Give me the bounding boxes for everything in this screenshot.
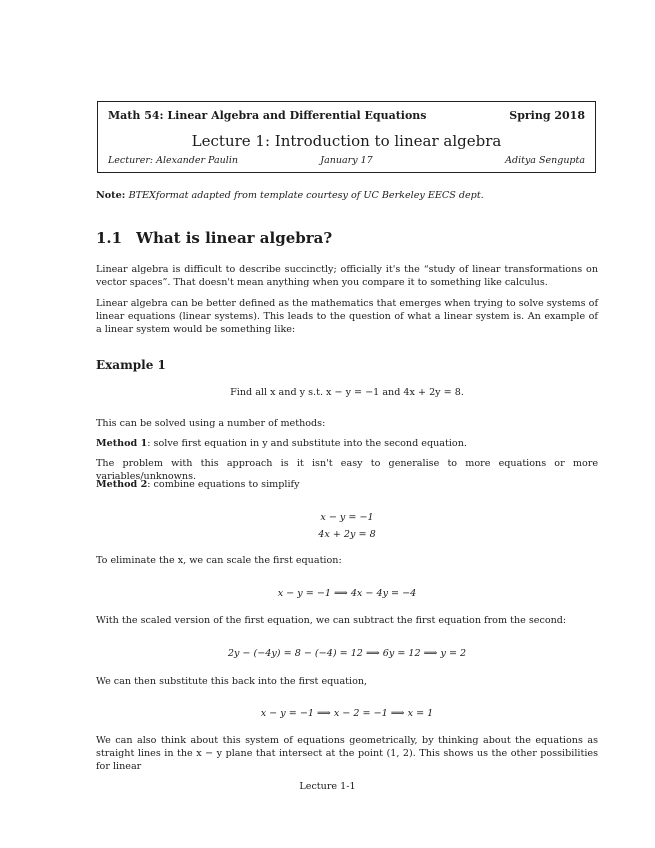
term: Spring 2018 [509, 109, 585, 122]
paragraph-2: Linear algebra can be better defined as the mathematics that emerges when trying to solve systems of linear equations (linear systems). This leads to the question of what a linear system is. An example of a linear system would be something like: [96, 298, 598, 335]
paragraph-1: Linear algebra is difficult to describe succinctly; officially it's the “study of linear transformations on vector spaces”. That doesn't mean anything when you compare it to something like calculus. [96, 264, 598, 288]
method-2-label: Method 2 [96, 479, 148, 490]
lecturer: Lecturer: Alexander Paulin [108, 155, 238, 166]
example-statement: Find all x and y s.t. x − y = −1 and 4x + 2y = 8. [230, 387, 464, 398]
lecture-date: January 17 [320, 155, 373, 166]
note-text: BTEXformat adapted from template courtesy of UC Berkeley EECS dept. [128, 190, 484, 201]
course-name: Math 54: Linear Algebra and Differential Equations [108, 109, 427, 122]
method-1-problem: The problem with this approach is it isn't easy to generalise to more equations or more variables/unknowns. [96, 458, 598, 482]
substitute-equation: x − y = −1 ⟹ x − 2 = −1 ⟹ x = 1 [260, 708, 434, 719]
note-label: Note [96, 190, 122, 201]
method-1-label: Method 1 [96, 438, 148, 449]
method-2-text: : combine equations to simplify [147, 479, 300, 490]
example-heading: Example 1 [96, 358, 166, 372]
method-1-text: : solve first equation in y and substitute into the second equation. [147, 438, 467, 449]
scale-equation: x − y = −1 ⟹ 4x − 4y = −4 [277, 588, 417, 599]
section-title: What is linear algebra? [136, 229, 333, 247]
template-note: Note: BTEXformat adapted from template courtesy of UC Berkeley EECS dept. [96, 190, 484, 201]
system-equation-1: x − y = −1 [320, 512, 374, 523]
lecture-header-box [97, 101, 596, 173]
substitute-intro: We can then substitute this back into the first equation, [96, 676, 368, 687]
section-number: 1.1 [96, 229, 123, 247]
section-heading [96, 229, 332, 247]
lecture-title: Lecture 1: Introduction to linear algebra [191, 132, 502, 150]
subtract-equation: 2y − (−4y) = 8 − (−4) = 12 ⟹ 6y = 12 ⟹ y = 2 [227, 648, 467, 659]
system-equation-2: 4x + 2y = 8 [318, 529, 376, 540]
page-footer: Lecture 1-1 [299, 781, 356, 792]
method-1 [96, 437, 598, 450]
subtract-intro: With the scaled version of the first equation, we can subtract the first equation from the second: [96, 615, 567, 626]
methods-intro: This can be solved using a number of methods: [96, 418, 326, 429]
method-2 [96, 478, 598, 491]
scribe: Aditya Sengupta [505, 155, 585, 166]
geometric-paragraph: We can also think about this system of equations geometrically, by thinking about the equations as straight lines in the x − y plane that intersect at the point (1, 2). This shows us the other possibilities for linear [96, 735, 598, 772]
scale-intro: To eliminate the x, we can scale the first equation: [96, 555, 342, 566]
